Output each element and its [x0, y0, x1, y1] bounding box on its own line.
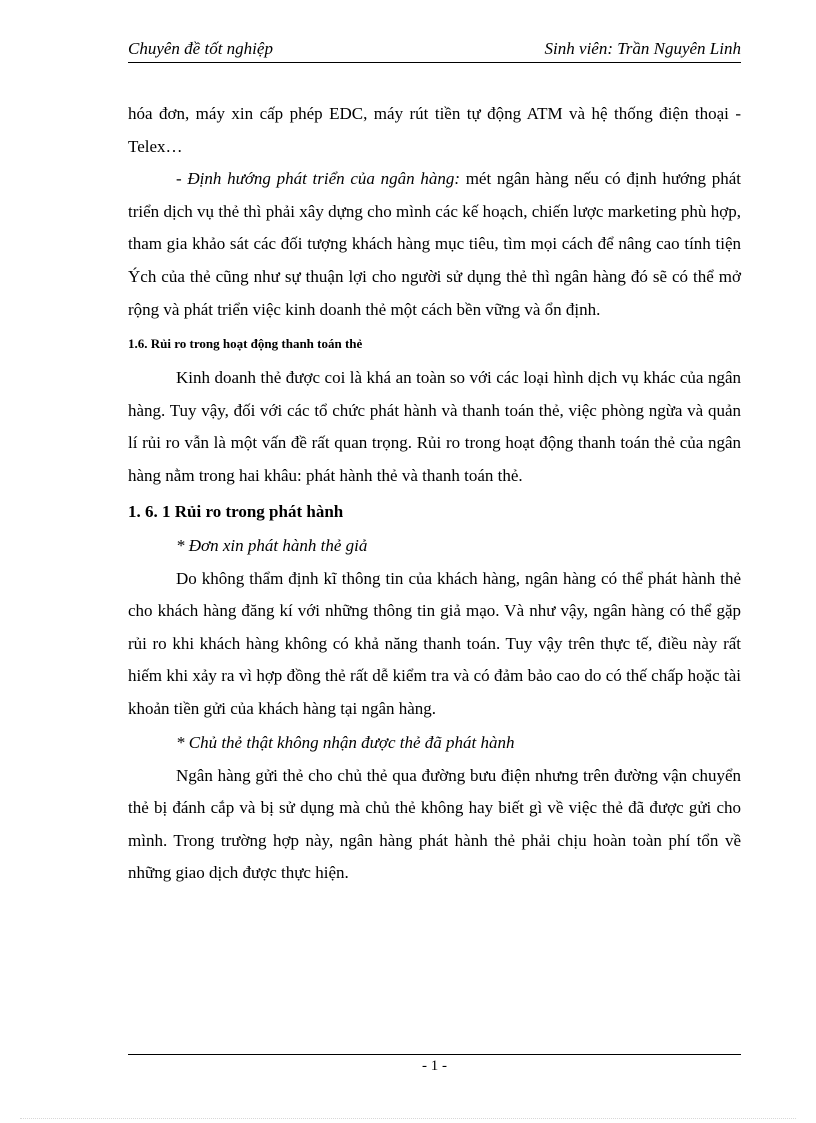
paragraph-card-not-received: Ngân hàng gửi thẻ cho chủ thẻ qua đường bưu điện nhưng trên đường vận chuyển thẻ bị đánh cắp và bị sử dụng mà chủ thẻ không hay biết gì về việc thẻ đã được gửi cho mình. Trong trường hợp này, ngân hàng phát hành thẻ phải chịu hoàn toàn phí tổn về những giao dịch được thực hiện. [128, 765, 741, 883]
footer-rule [128, 1054, 741, 1055]
page-content [128, 98, 741, 890]
page-edge-dots [20, 1118, 796, 1119]
header-student-name: Sinh viên: Trần Nguyên Linh [544, 39, 741, 58]
page-number: - 1 - [422, 1058, 447, 1074]
paragraph-fake-application: Do không thẩm định kĩ thông tin của khách hàng, ngân hàng có thể phát hành thẻ cho khách hàng đăng kí với những thông tin giả mạo. Và như vậy, ngân hàng có thể gặp rủi ro khi khách hàng không có khả năng thanh toán. Tuy vậy trên thực tế, điều này rất hiếm khi xảy ra vì hợp đồng thẻ rất dễ kiểm tra và có đảm bảo cao do có thế chấp hoặc tài khoản tiền gửi của khách hàng tại ngân hàng. [128, 568, 741, 718]
page-header [128, 38, 741, 63]
paragraph-continuation: hóa đơn, máy xin cấp phép EDC, máy rút tiền tự động ATM và hệ thống điện thoại - Telex… [128, 104, 741, 156]
item-heading-card-not-received: * Chủ thẻ thật không nhận được thẻ đã phát hành [176, 732, 515, 752]
paragraph-development-orientation [128, 163, 741, 326]
item-heading-fake-application: * Đơn xin phát hành thẻ giả [176, 535, 368, 555]
section-heading-1-6: 1.6. Rủi ro trong hoạt động thanh toán thẻ [128, 336, 363, 352]
orientation-lead-in: - Định hướng phát triển của ngân hàng: [176, 169, 460, 189]
paragraph-card-risk-intro: Kinh doanh thẻ được coi là khá an toàn so với các loại hình dịch vụ khác của ngân hàng. Tuy vậy, đối với các tổ chức phát hành và thanh toán thẻ, việc phòng ngừa và quản lí rủi ro vẫn là một vấn đề rất quan trọng. Rủi ro trong hoạt động thanh toán thẻ của ngân hàng nằm trong hai khâu: phát hành thẻ và thanh toán thẻ. [128, 368, 741, 485]
header-doc-title: Chuyên đề tốt nghiệp [128, 39, 273, 58]
orientation-text: mét ngân hàng nếu có định hướng phát triển dịch vụ thẻ thì phải xây dựng cho mình các kế hoạch, chiến lược marketing phù hợp, tham gia khảo sát các đối tượng khách hàng mục tiêu, tìm mọi cách để nâng cao tính tiện Ých của thẻ cũng như sự thuận lợi cho người sử dụng thẻ thì ngân hàng đó sẽ có thể mở rộng và phát triển việc kinh doanh thẻ một cách bền vững và ổn định. [128, 169, 741, 319]
subsection-heading-1-6-1: 1. 6. 1 Rủi ro trong phát hành [128, 501, 344, 521]
